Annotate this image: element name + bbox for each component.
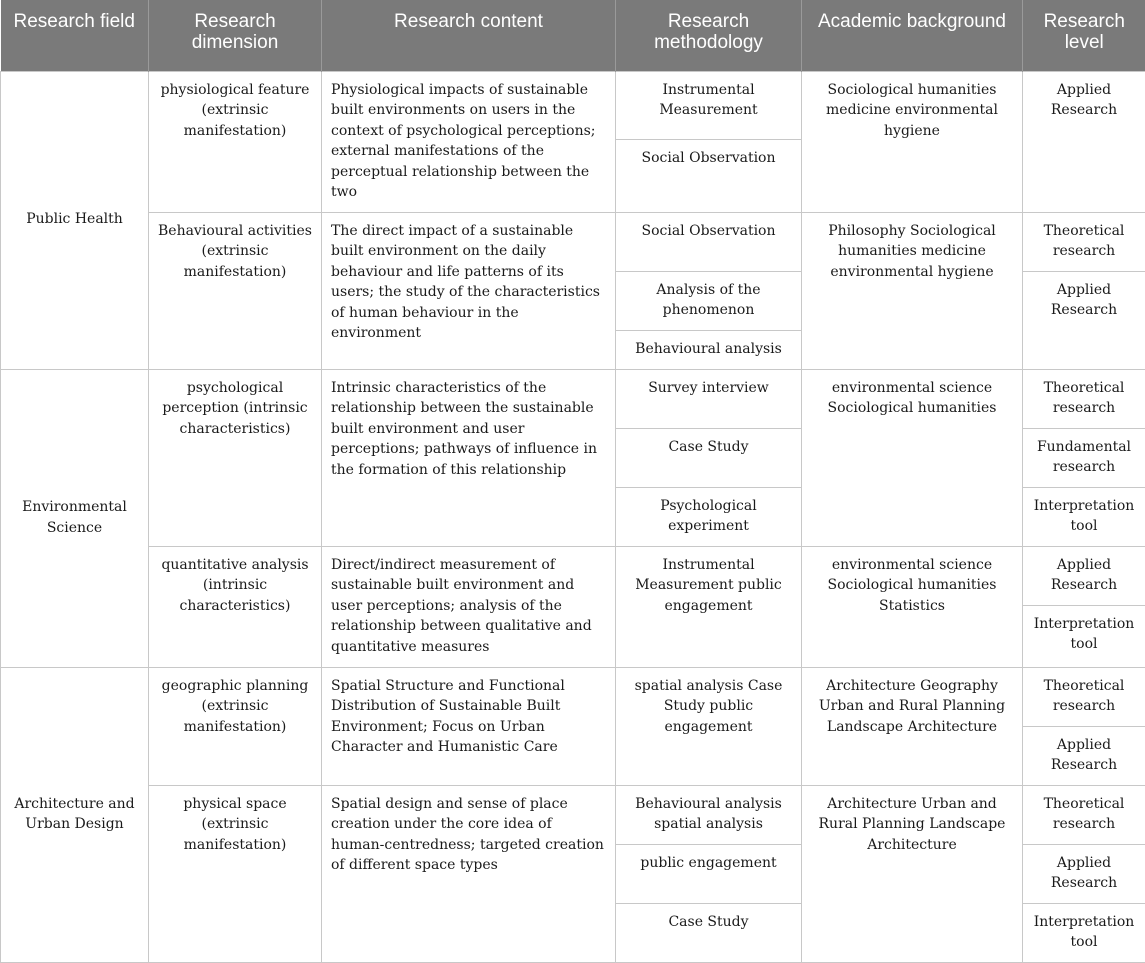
content-cell: Spatial design and sense of place creation under the core idea of human-centredness; targeted creation of different space types [322, 785, 616, 962]
dimension-cell: psychological perception (intrinsic characteristics) [149, 369, 322, 546]
header-row [1, 0, 1145, 71]
method-cell: Case Study [616, 428, 802, 487]
dimension-cell: physiological feature (extrinsic manifestation) [149, 71, 322, 212]
method-cell: public engagement [616, 844, 802, 903]
level-cell: Theoretical research [1023, 369, 1145, 428]
dimension-cell: quantitative analysis (intrinsic characteristics) [149, 546, 322, 667]
level-cell: Interpretation tool [1023, 487, 1145, 546]
field-cell: Environmental Science [1, 369, 149, 667]
background-cell: Sociological humanities medicine environmental hygiene [802, 71, 1023, 212]
method-cell: Psychological experiment [616, 487, 802, 546]
content-cell: Physiological impacts of sustainable built environments on users in the context of psychological perceptions; external manifestations of the perceptual relationship between the two [322, 71, 616, 212]
content-cell: The direct impact of a sustainable built environment on the daily behaviour and life patterns of its users; the study of the characteristics of human behaviour in the environment [322, 212, 616, 369]
table-row [1, 369, 1145, 428]
table-row [1, 546, 1145, 605]
table-row [1, 785, 1145, 844]
background-cell: Philosophy Sociological humanities medicine environmental hygiene [802, 212, 1023, 369]
header-research-field: Research field [1, 0, 149, 71]
method-cell: Social Observation [616, 212, 802, 271]
dimension-cell: physical space (extrinsic manifestation) [149, 785, 322, 962]
level-cell: Theoretical research [1023, 667, 1145, 726]
level-cell: Theoretical research [1023, 785, 1145, 844]
background-cell: Architecture Geography Urban and Rural Planning Landscape Architecture [802, 667, 1023, 785]
table-row [1, 71, 1145, 140]
header-research-dimension: Research dimension [149, 0, 322, 71]
background-cell: environmental science Sociological humanities Statistics [802, 546, 1023, 667]
method-cell: Social Observation [616, 140, 802, 212]
method-cell: Instrumental Measurement public engagement [616, 546, 802, 667]
level-cell: Applied Research [1023, 271, 1145, 369]
method-cell: Behavioural analysis [616, 330, 802, 369]
header-research-content: Research content [322, 0, 616, 71]
level-cell: Interpretation tool [1023, 605, 1145, 667]
level-cell: Applied Research [1023, 71, 1145, 212]
level-cell: Theoretical research [1023, 212, 1145, 271]
content-cell: Intrinsic characteristics of the relationship between the sustainable built environment and user perceptions; pathways of influence in the formation of this relationship [322, 369, 616, 546]
field-cell: Public Health [1, 71, 149, 369]
method-cell: spatial analysis Case Study public engagement [616, 667, 802, 785]
level-cell: Interpretation tool [1023, 903, 1145, 962]
level-cell: Fundamental research [1023, 428, 1145, 487]
table-row [1, 667, 1145, 726]
method-cell: Instrumental Measurement [616, 71, 802, 140]
method-cell: Survey interview [616, 369, 802, 428]
header-research-level: Research level [1023, 0, 1145, 71]
method-cell: Behavioural analysis spatial analysis [616, 785, 802, 844]
content-cell: Direct/indirect measurement of sustainable built environment and user perceptions; analysis of the relationship between qualitative and quantitative measures [322, 546, 616, 667]
dimension-cell: geographic planning (extrinsic manifestation) [149, 667, 322, 785]
level-cell: Applied Research [1023, 726, 1145, 785]
header-research-methodology: Research methodology [616, 0, 802, 71]
table-row [1, 212, 1145, 271]
background-cell: environmental science Sociological humanities [802, 369, 1023, 546]
level-cell: Applied Research [1023, 844, 1145, 903]
background-cell: Architecture Urban and Rural Planning Landscape Architecture [802, 785, 1023, 962]
level-cell: Applied Research [1023, 546, 1145, 605]
header-academic-background: Academic background [802, 0, 1023, 71]
method-cell: Case Study [616, 903, 802, 962]
method-cell: Analysis of the phenomenon [616, 271, 802, 330]
content-cell: Spatial Structure and Functional Distribution of Sustainable Built Environment; Focus on Urban Character and Humanistic Care [322, 667, 616, 785]
dimension-cell: Behavioural activities (extrinsic manifestation) [149, 212, 322, 369]
field-cell: Architecture and Urban Design [1, 667, 149, 962]
